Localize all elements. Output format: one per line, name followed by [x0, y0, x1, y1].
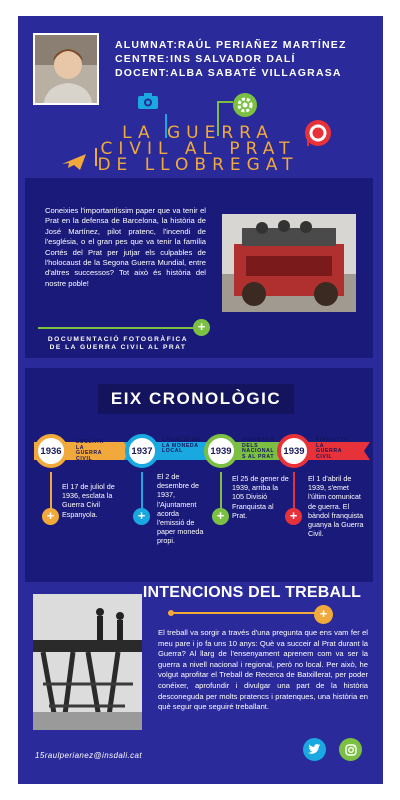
event-3-label-3: NACIONAL [242, 448, 275, 455]
instagram-button[interactable] [339, 738, 362, 761]
intentions-title: INTENCIONS DEL TREBALL [142, 584, 362, 601]
title-line-1: LA GUERRA [122, 123, 274, 143]
camera-icon [137, 92, 159, 115]
intro-plus-button[interactable]: + [193, 319, 210, 336]
event-1-label-2: LA [76, 444, 85, 451]
school-name: CENTRE:INS SALVADOR DALÍ [115, 53, 296, 65]
intentions-text: El treball va sorgir a través d'una pregunta que ens vam fer el meu pare i jo fa uns 10 anys: Què va succeir al Prat durant la Guerra? Al llarg de l'ensenyament aprenem com va ser la guerra a nivell nacional i regional, però no local. Per això, he volgut aprofitar el Treball de Recerca de Batxillerat, per poder conéixer, aprofundir i divulgar una part de la història desconeguda per molts pratencs i pratenques, una història en què segur que seguiré treballant. [158, 628, 368, 712]
twitter-icon [308, 744, 321, 755]
event-3-connector [220, 472, 222, 512]
timeline-title: EIX CRONOLÒGIC [110, 389, 282, 408]
year-badge-1937 [125, 434, 159, 468]
year-1936: 1936 [40, 445, 62, 457]
event-3-plus-button[interactable]: + [212, 508, 229, 525]
event-2-label-1: CREACIÓ DE [162, 437, 201, 443]
caption-line-2: DE LA GUERRA CIVIL AL PRAT [49, 344, 187, 351]
gear-icon [232, 92, 258, 123]
title-line-2: CIVIL AL PRAT [100, 139, 296, 159]
instagram-icon [345, 744, 357, 756]
event-1-label-4: CIVIL [76, 455, 93, 462]
year-badge-1939-a [204, 434, 238, 468]
event-4-plus-button[interactable]: + [285, 508, 302, 525]
event-4-connector [293, 472, 295, 512]
event-label-4 [316, 438, 348, 460]
student-name: ALUMNAT:RAÚL PERIAÑEZ MARTÍNEZ [115, 39, 347, 51]
poster-title [58, 125, 338, 173]
photo-caption [38, 336, 198, 352]
event-1-label-1: ESCLATA [76, 439, 104, 445]
intro-text: Coneixies l'importantíssim paper que va tenir el Prat en la defensa de Barcelona, la història de José Martínez, pilot pratenc, l'incendi de l'església, o el gran pes que va tenir la família Cortés del Prat per jutjar els culpables de l'holocaust de la Segona Guerra Mundial, entre d'altres successos? Tot això és història del nostre poble! [45, 206, 206, 288]
bridge-photo [33, 594, 142, 730]
event-2-connector [141, 472, 143, 512]
event-4-label-2: LA [316, 442, 325, 449]
year-1937: 1937 [131, 445, 153, 457]
event-2-label-2: LA MONEDA [162, 442, 199, 449]
caption-line-1: DOCUMENTACIÓ FOTOGRÀFICA [47, 336, 189, 343]
event-4-text: El 1 d'abril de 1939, s'emet l'últim comunicat de guerra. El bàndol franquista guanya la Guerra Civil. [308, 474, 364, 539]
event-2-plus-button[interactable]: + [133, 508, 150, 525]
twitter-button[interactable] [303, 738, 326, 761]
teacher-name: DOCENT:ALBA SABATÉ VILLAGRASA [115, 67, 342, 79]
title-line-3: DE LLOBREGAT [97, 155, 299, 175]
event-4-label-4: CIVIL [316, 453, 333, 460]
event-2-label-3: LOCAL [162, 448, 183, 455]
year-1939-b: 1939 [283, 445, 305, 457]
timeline-title-box [98, 384, 294, 414]
intro-photo [222, 214, 356, 312]
event-4-label-1: FINALITZA [316, 437, 349, 443]
event-3-text: El 25 de gener de 1939, arriba la 105 Divisió Franquista al Prat. [232, 474, 289, 520]
intentions-plus-button[interactable]: + [314, 605, 333, 624]
event-1-label-3: GUERRA [76, 450, 103, 457]
event-1-plus-button[interactable]: + [42, 508, 59, 525]
event-4-label-3: GUERRA [316, 448, 343, 455]
year-badge-1936 [34, 434, 68, 468]
intentions-line [168, 610, 328, 616]
event-3-label-4: S AL PRAT [242, 453, 275, 460]
year-1939-a: 1939 [210, 445, 232, 457]
event-label-2 [162, 438, 201, 455]
event-label-1 [76, 440, 104, 462]
event-3-label-2: DELS [242, 442, 259, 449]
footer-email[interactable]: 15raulperianez@insdali.cat [35, 751, 143, 760]
event-label-3 [242, 438, 274, 460]
poster [18, 16, 383, 784]
event-1-connector [50, 472, 52, 512]
event-1-text: El 17 de juliol de 1936, esclata la Guerra Civil Espanyola. [62, 482, 115, 519]
event-3-label-1: ARRIBADA [242, 437, 275, 443]
year-badge-1939-b [277, 434, 311, 468]
event-2-text: El 2 de desembre de 1937, l'Ajuntament acorda l'emissió de paper moneda propi. [157, 472, 204, 546]
